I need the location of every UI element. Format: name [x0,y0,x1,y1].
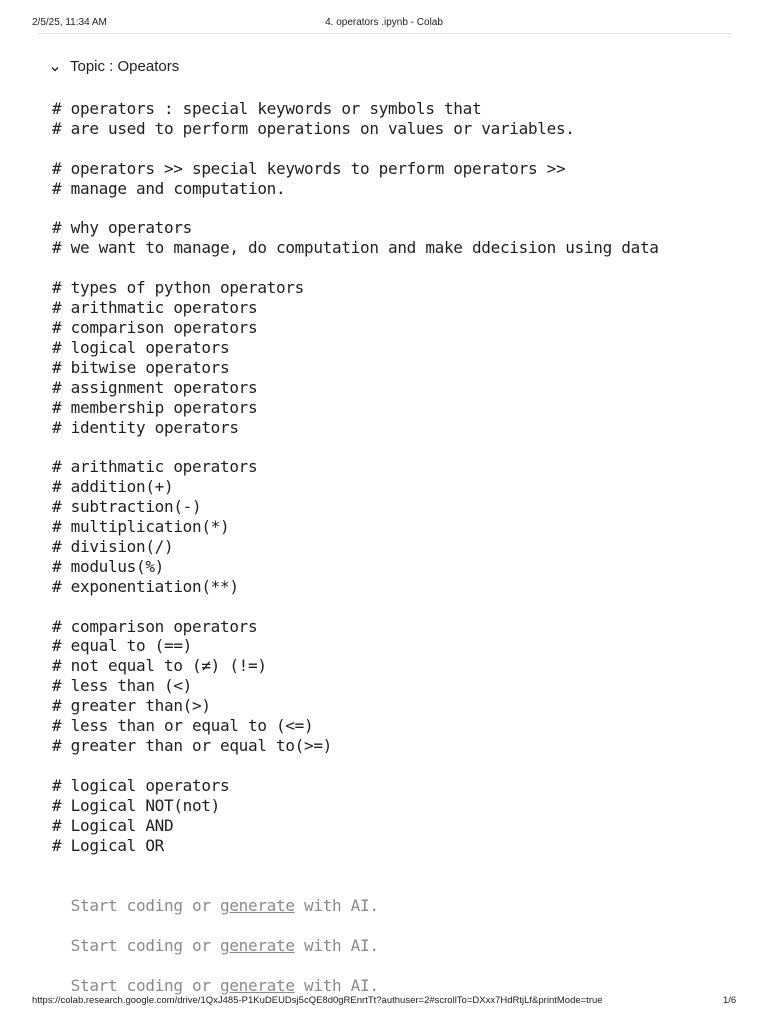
code-blank-line [52,199,752,219]
empty-cell-prompt: Start coding or [70,936,220,955]
code-line: # modulus(%) [52,556,164,576]
code-line: # greater than(>) [52,696,211,716]
code-line: # less than or equal to (<=) [52,716,314,736]
generate-link[interactable]: generate [220,936,295,955]
code-line: # less than (<) [52,676,192,696]
code-line: # division(/) [52,536,174,556]
code-blank-line [52,139,752,159]
empty-cell-suffix: with AI. [294,896,379,915]
generate-link[interactable]: generate [220,976,295,995]
code-line: # comparison operators [52,616,258,636]
code-line: # comparison operators [52,317,258,337]
code-line: # identity operators [52,417,239,437]
print-header [0,0,768,30]
code-blank-line [52,756,752,776]
code-line: # we want to manage, do computation and make ddecision using data [52,238,659,258]
empty-code-cell[interactable] [52,917,379,955]
code-line: # assignment operators [52,377,258,397]
section-title: Topic : Opeators [70,57,180,75]
code-line: # arithmatic operators [52,298,258,318]
code-line: # Logical OR [52,835,164,855]
code-line: # are used to perform operations on values or variables. [52,118,575,138]
code-line: # why operators [52,218,192,238]
code-line: # subtraction(-) [52,497,202,517]
print-url: https://colab.research.google.com/drive/1QxJ485-P1KuDEUDsj5cQE8d0gREnrtTt?authuser=2#scrollTo=DXxx7HdRtjLf&printMode=true [32,995,603,1006]
print-footer [0,995,768,1009]
code-line: # Logical NOT(not) [52,795,220,815]
code-line: # exponentiation(**) [52,576,239,596]
code-line: # membership operators [52,397,258,417]
code-line: # greater than or equal to(>=) [52,736,332,755]
code-line: # logical operators [52,337,230,357]
empty-cell-prompt: Start coding or [70,976,220,995]
code-line: # types of python operators [52,278,304,298]
code-line: # Logical AND [52,815,174,835]
chevron-down-icon[interactable] [50,61,60,71]
empty-cell-suffix: with AI. [294,976,379,995]
code-line: # logical operators [52,775,230,795]
print-title: 4. operators .ipynb - Colab [325,17,443,28]
code-line: # equal to (==) [52,636,192,656]
page-number: 1/6 [723,995,737,1006]
code-line: # addition(+) [52,477,174,497]
code-line: # arithmatic operators [52,457,258,477]
empty-code-cell[interactable] [52,877,379,915]
code-line: # manage and computation. [52,178,286,198]
code-line: # bitwise operators [52,357,230,377]
empty-cell-prompt: Start coding or [70,896,220,915]
code-line: # operators >> special keywords to perform operators >> [52,158,566,178]
generate-link[interactable]: generate [220,896,295,915]
header-divider [38,33,732,34]
empty-code-cell[interactable] [52,957,379,995]
code-line: # multiplication(*) [52,517,230,537]
code-line: # not equal to (≠) (!=) [52,656,267,676]
section-header[interactable] [50,56,179,76]
code-blank-line [52,597,752,617]
code-blank-line [52,437,752,457]
empty-cell-suffix: with AI. [294,936,379,955]
code-cell[interactable] [52,99,752,855]
code-line: # operators : special keywords or symbols that [52,99,482,118]
code-blank-line [52,258,752,278]
print-datetime: 2/5/25, 11:34 AM [32,17,107,28]
